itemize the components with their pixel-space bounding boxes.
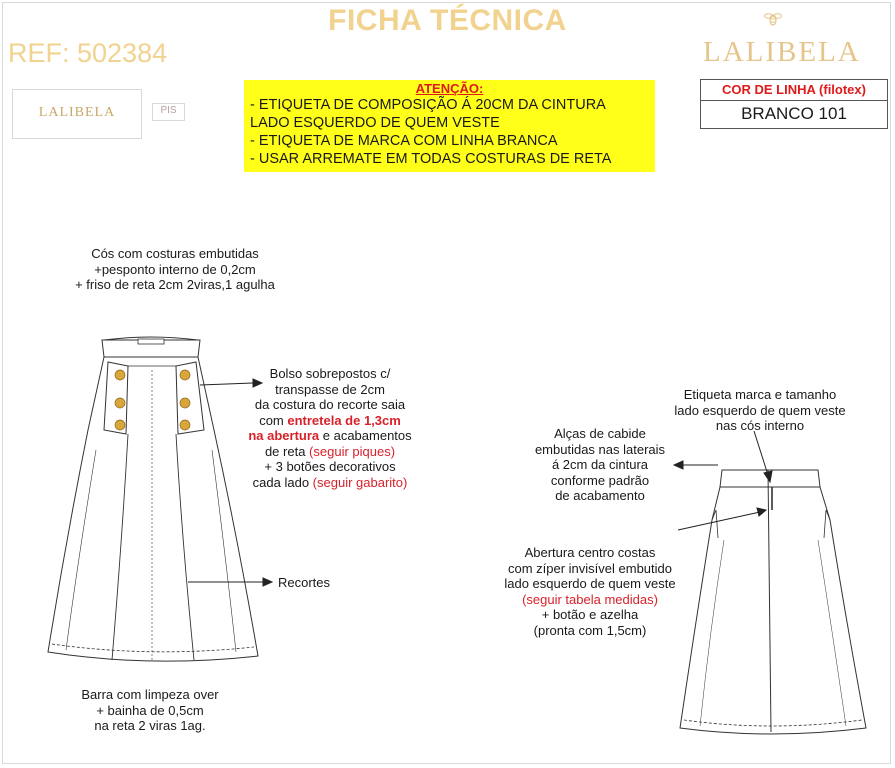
note-line: lado esquerdo de quem veste [674, 402, 846, 418]
note-line: +pesponto interno de 0,2cm [94, 261, 256, 277]
label-position-note [650, 387, 870, 434]
brand-label-text: LALIBELA [38, 105, 116, 120]
waistband-note [60, 246, 290, 293]
note-line: + botão e azelha [541, 607, 639, 622]
pis-tag-text: PIS [160, 105, 177, 116]
highlight-text: (seguir piques) [309, 443, 396, 459]
note-line: á 2cm da cintura [551, 457, 649, 472]
note-line: (seguir tabela medidas) [522, 591, 658, 607]
page-title: FICHA TÉCNICA [328, 4, 567, 37]
hanger-loops-note [520, 426, 680, 504]
reference-code: REF: 502384 [8, 38, 168, 68]
attention-line: - ETIQUETA DE MARCA COM LINHA BRANCA [250, 133, 558, 149]
pocket-note [225, 366, 435, 490]
button-icon [115, 398, 125, 408]
note-line: embutidas nas laterais [534, 441, 666, 457]
attention-line: - USAR ARREMATE EM TODAS COSTURAS DE RETA [250, 151, 612, 167]
note-line [225, 444, 435, 460]
note-line: + bainha de 0,5cm [96, 702, 204, 718]
note-line: Abertura centro costas [524, 545, 656, 560]
attention-title: ATENÇÃO: [415, 81, 484, 96]
note-line: + 3 botões decorativos [264, 459, 396, 474]
highlight-text: na abertura [248, 428, 320, 443]
note-line: Cós com costuras embutidas [91, 246, 259, 261]
arrow-right-icon [263, 578, 272, 586]
note-line: na reta 2 viras 1ag. [94, 718, 206, 733]
note-line: da costura do recorte saia [254, 397, 406, 412]
note-line: + friso de reta 2cm 2viras,1 agulha [75, 277, 275, 292]
note-text: e acabamentos [319, 428, 412, 443]
note-line: com zíper invisível embutido [507, 560, 672, 576]
button-icon [180, 370, 190, 380]
note-line: de acabamento [555, 488, 645, 503]
note-text: com [259, 412, 288, 428]
button-icon [180, 398, 190, 408]
button-icon [180, 420, 190, 430]
note-line: nas cós interno [715, 418, 805, 433]
note-line: conforme padrão [550, 472, 650, 488]
note-text: cada lado [252, 474, 313, 490]
note-line: Etiqueta marca e tamanho [683, 387, 837, 402]
note-line: (pronta com 1,5cm) [533, 622, 647, 638]
button-icon [115, 370, 125, 380]
hem-note [40, 687, 260, 734]
note-line [225, 428, 435, 444]
note-line: transpasse de 2cm [275, 381, 385, 397]
note-line [225, 475, 435, 491]
attention-line: LADO ESQUERDO DE QUEM VESTE [250, 115, 500, 131]
note-line: lado esquerdo de quem veste [504, 576, 676, 591]
seams-note: Recortes [278, 575, 331, 590]
note-text: de reta [264, 443, 310, 459]
note-line: Barra com limpeza over [81, 687, 219, 702]
brand-logo: LALIBELA [703, 36, 861, 68]
thread-color-value: BRANCO 101 [741, 104, 847, 123]
button-icon [115, 420, 125, 430]
back-opening-note [490, 545, 690, 638]
highlight-text: entretela de 1,3cm [287, 412, 401, 428]
back-skirt-drawing [680, 470, 866, 734]
highlight-text: (seguir gabarito) [312, 474, 408, 490]
thread-color-label: COR DE LINHA (filotex) [722, 82, 866, 97]
note-line [225, 413, 435, 429]
note-line: Alças de cabide [554, 426, 646, 441]
attention-line: - ETIQUETA DE COMPOSIÇÃO Á 20CM DA CINTURA [250, 97, 606, 113]
note-line: Bolso sobrepostos c/ [269, 366, 391, 381]
